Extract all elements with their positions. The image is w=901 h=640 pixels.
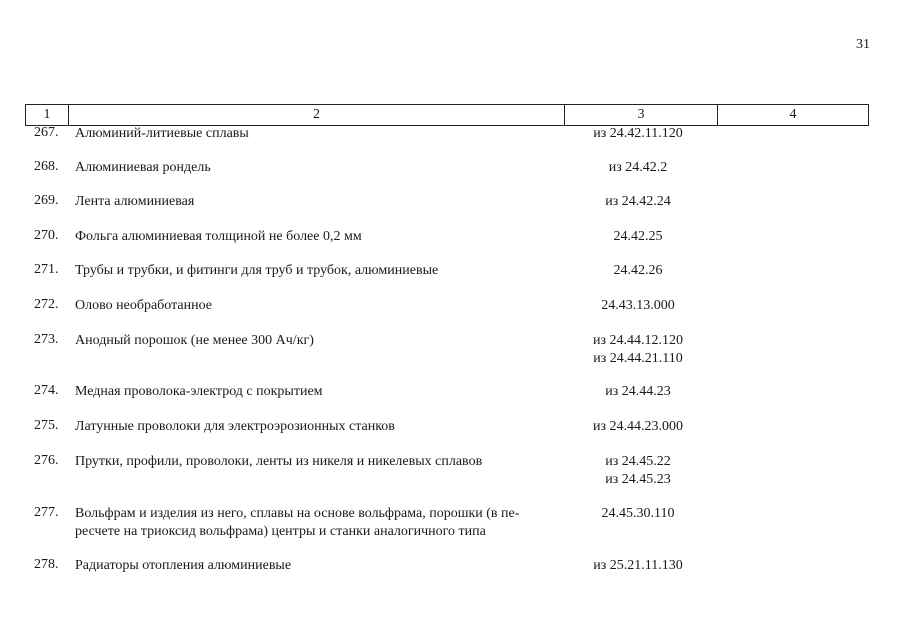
row-number: 276. (34, 453, 59, 468)
row-name: Латунные проволоки для электроэрозионных станков (75, 419, 395, 434)
row-code-line: 24.42.26 (613, 263, 663, 278)
row-name (75, 505, 560, 541)
row-code-line: 24.42.25 (613, 229, 663, 244)
row-code (568, 383, 708, 401)
row-code-line: из 24.45.22 (605, 454, 671, 469)
row-name: Фольга алюминиевая толщиной не более 0,2 мм (75, 229, 362, 244)
row-code-line: из 25.21.11.130 (593, 558, 683, 573)
row-code (568, 453, 708, 489)
row-number: 272. (34, 297, 59, 312)
row-code-line: из 24.42.2 (608, 160, 668, 175)
row-code-line: из 24.44.23 (605, 384, 671, 399)
row-code (568, 262, 708, 280)
row-name: Радиаторы отопления алюминиевые (75, 558, 292, 573)
row-number: 267. (34, 125, 59, 140)
row-number: 268. (34, 159, 59, 174)
row-code-line: из 24.44.23.000 (592, 419, 684, 434)
header-col-3: 3 (565, 105, 718, 125)
row-number: 269. (34, 193, 59, 208)
row-code-line: из 24.42.24 (605, 194, 671, 209)
row-number: 275. (34, 418, 59, 433)
row-number: 270. (34, 228, 59, 243)
row-name: Олово необработанное (75, 298, 212, 313)
page-number: 31 (856, 37, 870, 52)
header-col-1: 1 (26, 105, 69, 125)
header-col-2: 2 (69, 105, 565, 125)
row-name: Анодный порошок (не менее 300 Ач/кг) (75, 333, 314, 348)
row-code (568, 125, 708, 143)
row-number: 271. (34, 262, 59, 277)
row-name: Лента алюминиевая (75, 194, 195, 209)
row-code-line: из 24.45.23 (605, 472, 671, 487)
row-name: Прутки, профили, проволоки, ленты из никеля и никелевых сплавов (75, 454, 483, 469)
row-code (568, 193, 708, 211)
row-name-line: ресчете на триоксид вольфрама) центры и станки аналогичного типа (75, 524, 486, 539)
row-number: 277. (34, 505, 59, 520)
row-code-line: из 24.44.21.110 (593, 351, 683, 366)
row-code (568, 297, 708, 315)
header-col-4: 4 (789, 107, 797, 122)
row-name-line: Вольфрам и изделия из него, сплавы на основе вольфрама, порошки (в пе- (75, 506, 520, 521)
row-code (568, 159, 708, 177)
row-code-line: из 24.42.11.120 (593, 126, 683, 141)
row-name: Трубы и трубки, и фитинги для труб и трубок, алюминиевые (75, 263, 439, 278)
row-code (568, 505, 708, 523)
row-name: Медная проволока-электрод с покрытием (75, 384, 323, 399)
row-name: Алюминий-литиевые сплавы (75, 126, 249, 141)
row-code (568, 332, 708, 368)
row-code (568, 557, 708, 575)
table-header (25, 104, 869, 126)
row-name: Алюминиевая рондель (75, 160, 211, 175)
row-code-line: 24.45.30.110 (601, 506, 675, 521)
row-number: 274. (34, 383, 59, 398)
row-code-line: 24.43.13.000 (601, 298, 675, 313)
row-code (568, 418, 708, 436)
row-number: 273. (34, 332, 59, 347)
row-code-line: из 24.44.12.120 (592, 333, 684, 348)
row-code (568, 228, 708, 246)
row-number: 278. (34, 557, 59, 572)
